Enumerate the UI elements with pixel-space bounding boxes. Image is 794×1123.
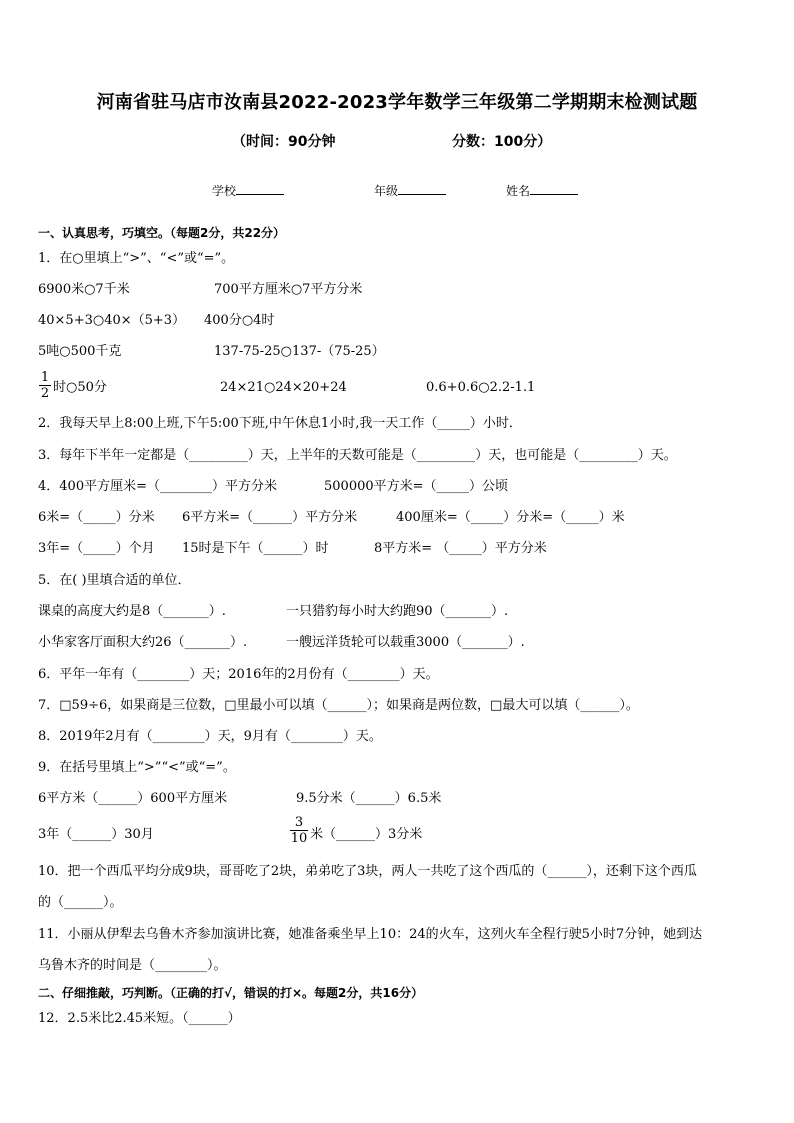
q5-row2-b: 一艘远洋货轮可以载重3000（_______）. [286, 635, 525, 650]
question-11-line2: 乌鲁木齐的时间是（________）。 [38, 958, 227, 973]
q4-row2-c: 400厘米=（_____）分米=（_____）米 [396, 510, 625, 525]
school-blank [236, 183, 284, 195]
section-2-heading: 二、仔细推敲，巧判断。（正确的打√，错误的打×。每题2分，共16分） [38, 986, 424, 1000]
school-field [212, 182, 284, 199]
question-9: 9．在括号里填上“>”“<”或“=”。 [38, 760, 236, 775]
q5-row1-a: 课桌的高度大约是8（_______）. [38, 604, 226, 619]
question-8: 8．2019年2月有（________）天，9月有（________）天。 [38, 729, 382, 744]
q5-row1-b: 一只猎豹每小时大约跑90（_______）. [286, 604, 509, 619]
fraction-numerator: 1 [40, 370, 50, 385]
name-label: 姓名 [506, 184, 531, 198]
name-blank [530, 183, 578, 195]
q4-row3-c: 8平方米= （_____）平方分米 [374, 541, 547, 556]
question-2: 2．我每天早上8:00上班,下午5:00下班,中午休息1小时,我一天工作（_____）小时． [38, 416, 522, 431]
question-12: 12．2.5米比2.45米短。（______） [38, 1011, 241, 1026]
q1-row3-a: 5吨○500千克 [38, 344, 122, 359]
grade-label: 年级 [374, 184, 399, 198]
section-1-heading: 一、认真思考，巧填空。（每题2分，共22分） [38, 226, 286, 240]
question-6: 6．平年一年有（________）天；2016年的2月份有（________）天。 [38, 667, 439, 682]
q4-row3-a: 3年=（_____）个月 [38, 541, 155, 556]
grade-blank [398, 183, 446, 195]
question-10-line2: 的（______）。 [38, 895, 123, 910]
q1-row4-b: 24×21○24×20+24 [220, 380, 347, 395]
name-field [506, 182, 578, 199]
exam-title: 河南省驻马店市汝南县2022-2023学年数学三年级第二学期期末检测试题 [96, 92, 698, 113]
q4-row1-a: 4．400平方厘米=（________）平方分米 [38, 479, 277, 494]
q4-row1-b: 500000平方米=（_____）公顷 [324, 479, 509, 494]
question-5: 5．在( )里填合适的单位． [38, 573, 191, 588]
question-10-line1: 10．把一个西瓜平均分成9块，哥哥吃了2块，弟弟吃了3块，两人一共吃了这个西瓜的（______），还剩下这个西瓜 [38, 864, 697, 879]
q4-row2-a: 6米=（_____）分米 [38, 510, 155, 525]
q1-row4-c: 0.6+0.6○2.2-1.1 [426, 380, 536, 395]
exam-time: （时间：90分钟 [232, 134, 336, 150]
q4-row2-b: 6平方米=（______）平方分米 [182, 510, 358, 525]
q4-row3-b: 15时是下午（______）时 [182, 541, 329, 556]
grade-field [374, 182, 446, 199]
question-11-line1: 11．小丽从伊犁去乌鲁木齐参加演讲比赛，她准备乘坐早上10：24的火车，这列火车全程行驶5小时7分钟，她到达 [38, 927, 703, 942]
fraction-three-tenths [290, 815, 308, 846]
exam-score: 分数：100分） [452, 134, 552, 150]
q9-row1-a: 6平方米（______）600平方厘米 [38, 791, 228, 806]
q1-row2-b: 400分○4时 [204, 313, 275, 328]
q1-row1-b: 700平方厘米○7平方分米 [214, 282, 363, 297]
fraction-one-half [39, 370, 51, 401]
question-1: 1．在○里填上“>”、“<”或“=”。 [38, 251, 235, 266]
school-label: 学校 [212, 184, 237, 198]
q5-row2-a: 小华家客厅面积大约26（_______）. [38, 635, 248, 650]
q1-row4-a: 时○50分 [53, 380, 107, 395]
q1-row2-a: 40×5+3○40×（5+3） [38, 313, 186, 328]
question-7: 7．□59÷6，如果商是三位数，□里最小可以填（______）；如果商是两位数，□最大可以填（______）。 [38, 698, 639, 713]
fraction-denominator: 2 [40, 386, 50, 401]
q9-row1-b: 9.5分米（______）6.5米 [296, 791, 442, 806]
q9-row2-b: 米（______）3分米 [310, 827, 423, 842]
fraction-denominator: 10 [290, 831, 308, 846]
fraction-numerator: 3 [290, 815, 308, 831]
q9-row2-a: 3年（______）30月 [38, 827, 154, 842]
q1-row3-b: 137-75-25○137-（75-25） [214, 344, 385, 359]
q1-row1-a: 6900米○7千米 [38, 282, 130, 297]
question-3: 3．每年下半年一定都是（_________）天，上半年的天数可能是（_________）天，也可能是（_________）天。 [38, 448, 677, 463]
